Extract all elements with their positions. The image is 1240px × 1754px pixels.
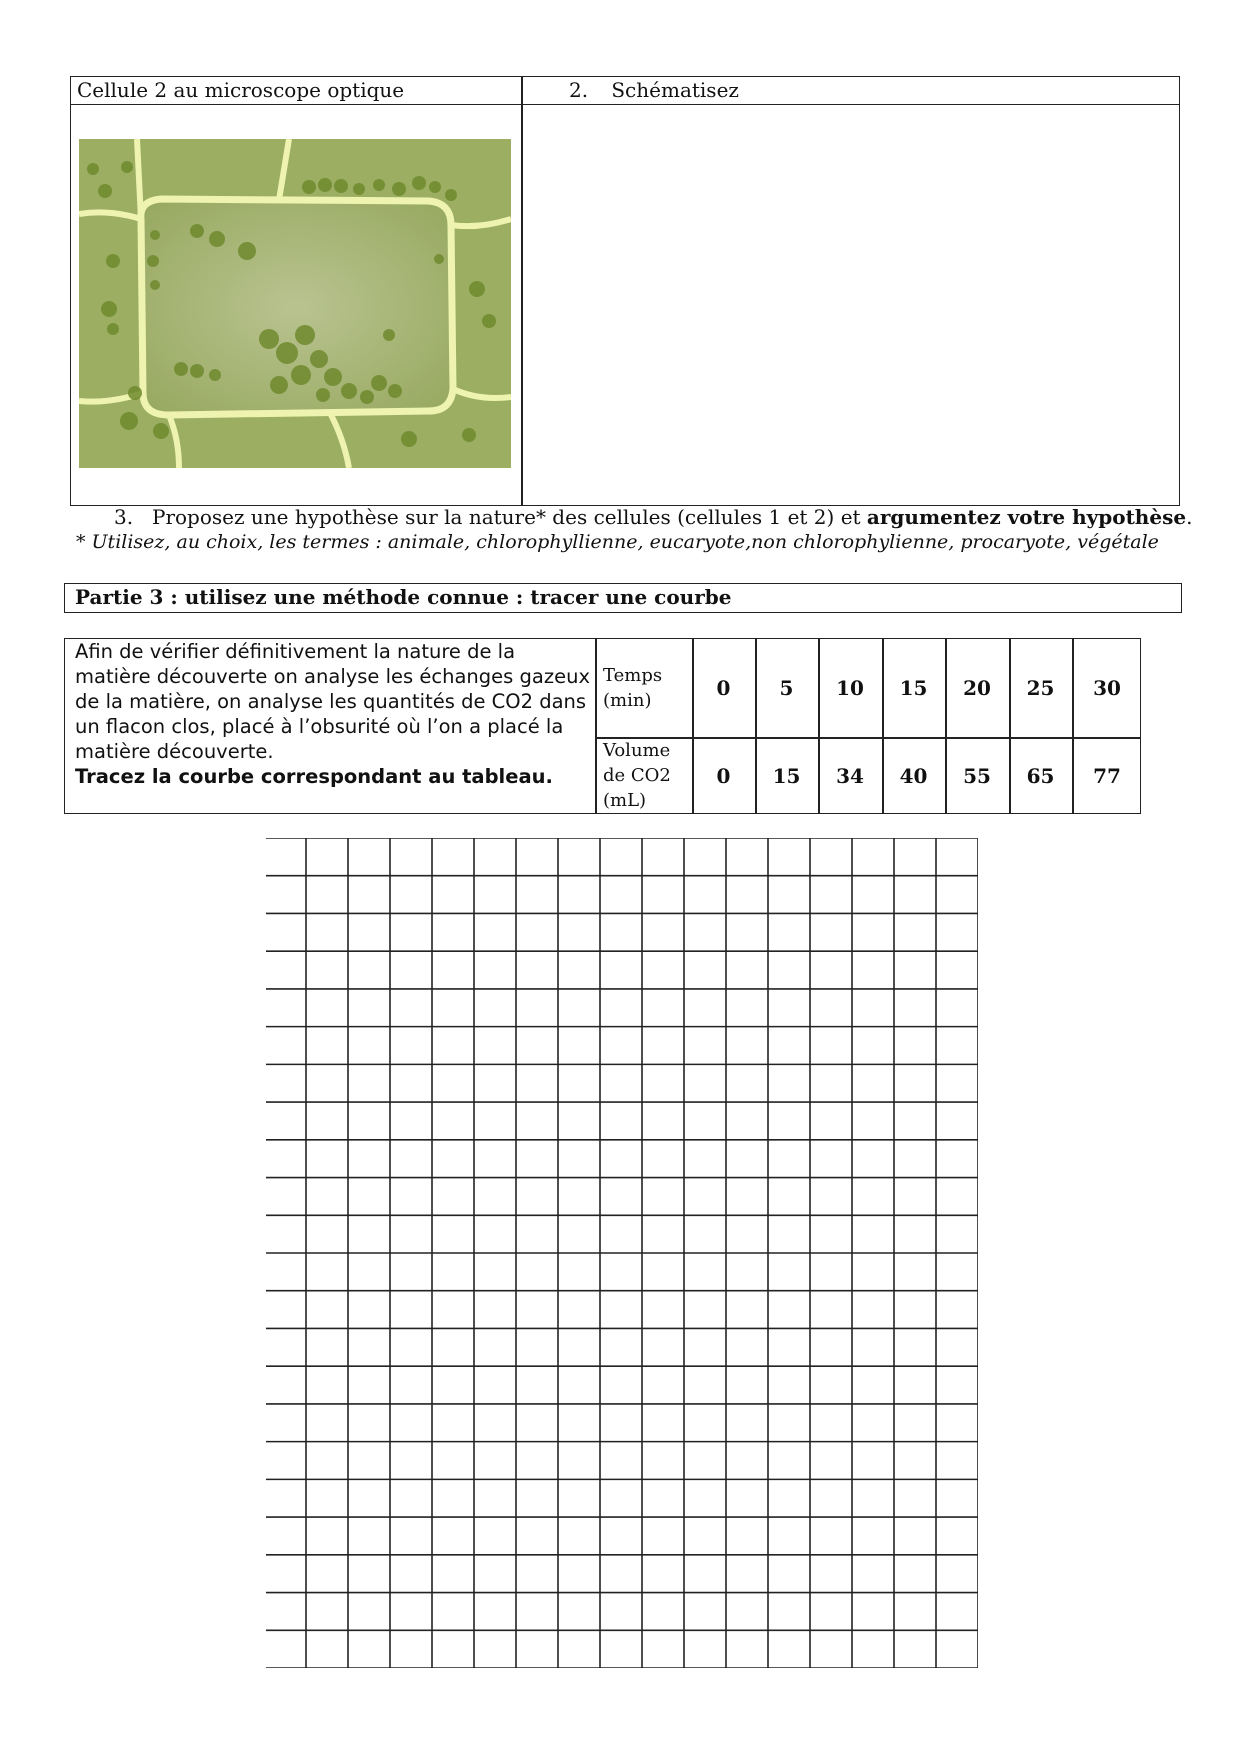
- schematize-heading: [569, 77, 739, 103]
- instruction-body: Afin de vérifier définitivement la nature de la matière découverte on analyse les échanges gazeux de la matière, on analyse les quantités de CO2 dans un flacon clos, placé à l’obsurité où l’on a placé la matière découverte.: [75, 640, 590, 763]
- question-3-bold: argumentez votre hypothèse: [866, 505, 1187, 529]
- volume-label: [603, 738, 671, 813]
- volume-value: 40: [899, 764, 928, 788]
- volume-value: 65: [1026, 764, 1055, 788]
- time-label-line1: Temps: [603, 665, 663, 686]
- question-number: 2.: [569, 78, 589, 102]
- question-text: Schématisez: [611, 78, 739, 102]
- time-value: 10: [836, 676, 864, 700]
- cell-photo-caption: Cellule 2 au microscope optique: [77, 78, 405, 102]
- time-value: 25: [1026, 676, 1055, 700]
- volume-label-line2: de CO2: [603, 765, 671, 786]
- time-label-line2: (min): [603, 690, 652, 711]
- time-value: 5: [779, 676, 794, 700]
- question-3-end: .: [1186, 505, 1193, 529]
- plant-cell-micrograph: [79, 139, 511, 468]
- terms-note: * Utilisez, au choix, les termes : animale, chlorophyllienne, eucaryote,non chlorophylienne, procaryote, végétale: [76, 531, 1159, 553]
- table-row-divider: [595, 737, 1140, 739]
- column-divider: [521, 77, 523, 505]
- table-divider: [595, 639, 597, 813]
- time-label: [603, 663, 662, 713]
- part3-title: Partie 3 : utilisez une méthode connue : tracer une courbe: [64, 583, 1182, 613]
- instruction-text: [75, 639, 595, 789]
- volume-value: 0: [716, 764, 731, 788]
- time-value: 30: [1093, 676, 1121, 700]
- top-table: [70, 76, 1180, 506]
- time-value: 0: [716, 676, 731, 700]
- volume-label-line3: (mL): [603, 790, 647, 811]
- volume-value: 77: [1093, 764, 1121, 788]
- instruction-bold: Tracez la courbe correspondant au tableau.: [75, 765, 553, 788]
- time-value: 15: [899, 676, 928, 700]
- time-value: 20: [963, 676, 991, 700]
- graph-paper-grid: [266, 838, 978, 1668]
- question-3-text: Proposez une hypothèse sur la nature* des cellules (cellules 1 et 2) et: [152, 505, 867, 529]
- volume-label-line1: Volume: [603, 740, 671, 761]
- data-table: [64, 638, 1141, 814]
- question-number: 3.: [114, 505, 134, 529]
- question-3: [114, 504, 1192, 530]
- volume-value: 34: [836, 764, 864, 788]
- volume-value: 15: [772, 764, 801, 788]
- volume-value: 55: [963, 764, 991, 788]
